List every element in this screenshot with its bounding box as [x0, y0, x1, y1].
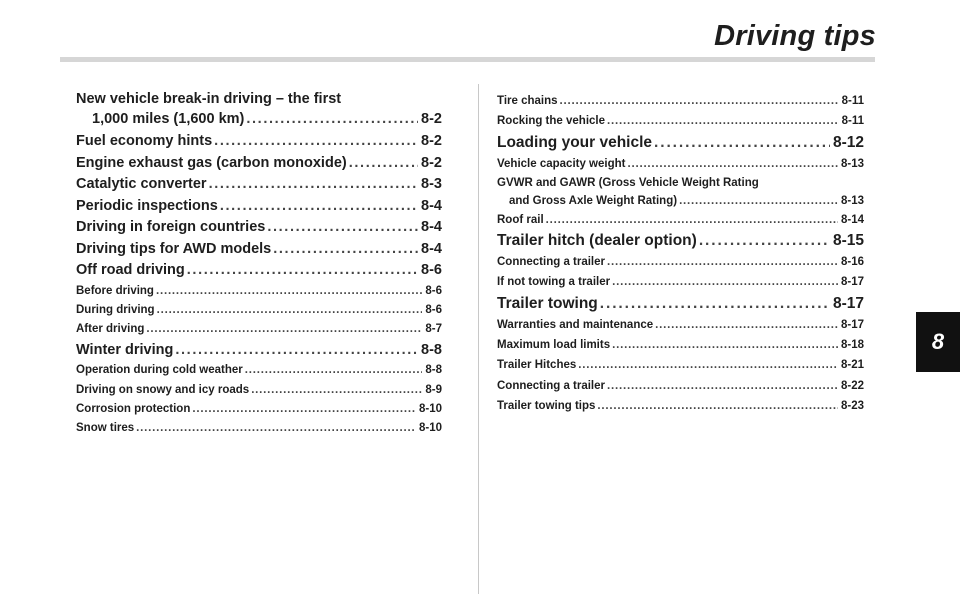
- dot-leader: [214, 131, 418, 153]
- toc-page-number: 8-6: [421, 262, 442, 278]
- toc-entry-label: Roof rail: [497, 213, 544, 226]
- toc-entry-label: Before driving: [76, 284, 154, 297]
- toc-page-number: 8-4: [421, 219, 442, 235]
- toc-entry-periodic[interactable]: [76, 196, 442, 218]
- toc-page-number: 8-23: [840, 399, 864, 412]
- toc-page-number: 8-15: [832, 232, 864, 250]
- dot-leader: [546, 210, 838, 230]
- toc-entry-label: Connecting a trailer: [497, 256, 605, 269]
- dot-leader: [600, 293, 830, 315]
- chapter-tab[interactable]: 8: [916, 312, 960, 372]
- toc-page-number: 8-13: [840, 157, 864, 170]
- toc-page-number: 8-3: [421, 176, 442, 192]
- dot-leader: [655, 315, 838, 335]
- dot-leader: [146, 320, 422, 339]
- dot-leader: [607, 252, 838, 272]
- toc-page-number: 8-6: [425, 284, 442, 297]
- toc-page-number: 8-13: [840, 194, 864, 207]
- dot-leader: [220, 196, 418, 218]
- toc-entry-label: Off road driving: [76, 262, 185, 278]
- toc-page-number: 8-8: [425, 364, 442, 377]
- toc-entry-label: Driving in foreign countries: [76, 219, 266, 235]
- toc-page-number: 8-11: [841, 95, 864, 107]
- toc-page-number: 8-12: [832, 133, 864, 151]
- toc-entry-cold[interactable]: [76, 361, 442, 380]
- dot-leader: [612, 335, 838, 355]
- toc-page-number: 8-2: [421, 111, 442, 127]
- toc-entry-capacity[interactable]: [497, 154, 864, 174]
- toc-entry-label: Corrosion protection: [76, 403, 191, 416]
- toc-entry-catalytic[interactable]: [76, 174, 442, 196]
- toc-entry-label: Maximum load limits: [497, 339, 611, 352]
- dot-leader: [267, 217, 418, 239]
- toc-entry-label: 1,000 miles (1,600 km): [92, 111, 245, 127]
- toc-entry-label: Winter driving: [76, 341, 174, 358]
- toc-entry-label: GVWR and GAWR (Gross Vehicle Weight Rating: [497, 176, 759, 189]
- toc-page-number: 8-2: [421, 154, 442, 171]
- dot-leader: [192, 400, 416, 419]
- dot-leader: [175, 340, 418, 362]
- toc-entry-towtips[interactable]: [497, 396, 864, 416]
- toc-entry-warranties[interactable]: [497, 315, 864, 335]
- column-divider: [478, 84, 479, 594]
- toc-entry-foreign[interactable]: [76, 217, 442, 239]
- toc-entry-before[interactable]: [76, 282, 442, 301]
- toc-entry-label: During driving: [76, 303, 155, 316]
- toc-entry-label: Driving on snowy and icy roads: [76, 383, 250, 396]
- toc-page-number: 8-21: [840, 359, 864, 372]
- toc-entry-corrosion[interactable]: [76, 400, 442, 419]
- toc-right-column: [497, 91, 864, 416]
- dot-leader: [157, 301, 423, 320]
- toc-entry-maxload[interactable]: [497, 335, 864, 355]
- toc-page-number: 8-7: [425, 323, 442, 336]
- toc-page-number: 8-10: [418, 403, 442, 416]
- dot-leader: [699, 230, 830, 252]
- toc-entry-label: Trailer towing: [497, 294, 598, 312]
- toc-entry-connecting-1[interactable]: [497, 252, 864, 272]
- header-rule: [60, 57, 875, 62]
- toc-page-number: 8-4: [421, 240, 442, 257]
- toc-page-number: 8-17: [840, 276, 864, 289]
- dot-leader: [187, 260, 418, 282]
- toc-page-number: 8-16: [840, 256, 864, 269]
- dot-leader: [560, 91, 839, 111]
- toc-entry-label: and Gross Axle Weight Rating): [509, 194, 678, 207]
- toc-page-number: 8-9: [425, 383, 442, 396]
- toc-entry-hitches[interactable]: [497, 355, 864, 375]
- toc-page-number: 8-8: [421, 341, 442, 358]
- dot-leader: [349, 153, 418, 175]
- dot-leader: [607, 376, 838, 396]
- toc-entry-label: Tire chains: [497, 95, 558, 107]
- toc-entry-label: Engine exhaust gas (carbon monoxide): [76, 154, 347, 171]
- toc-entry-label: Periodic inspections: [76, 197, 218, 214]
- page-title: Driving tips: [714, 20, 876, 52]
- dot-leader: [251, 381, 422, 400]
- toc-entry-rocking[interactable]: [497, 111, 864, 131]
- toc-page-number: 8-2: [421, 133, 442, 149]
- toc-entry-label: If not towing a trailer: [497, 276, 611, 289]
- toc-entry-label: Warranties and maintenance: [497, 318, 654, 331]
- toc-entry-label: Fuel economy hints: [76, 133, 213, 149]
- toc-entry-loading[interactable]: [497, 132, 864, 154]
- toc-entry-label: Snow tires: [76, 422, 135, 435]
- dot-leader: [578, 355, 838, 375]
- toc-page-number: 8-14: [840, 213, 864, 226]
- dot-leader: [627, 154, 837, 174]
- dot-leader: [209, 174, 418, 196]
- dot-leader: [679, 192, 838, 210]
- toc-entry-label: Trailer hitch (dealer option): [497, 232, 697, 250]
- toc-entry-label: Connecting a trailer: [497, 379, 605, 392]
- toc-entry-offroad[interactable]: [76, 260, 442, 282]
- toc-entry-label: Driving tips for AWD models: [76, 240, 272, 257]
- toc-entry-label: Loading your vehicle: [497, 133, 653, 151]
- dot-leader: [273, 239, 418, 261]
- toc-entry-chains[interactable]: [497, 91, 864, 111]
- toc-entry-label: After driving: [76, 323, 145, 336]
- toc-entry-fuel[interactable]: [76, 131, 442, 153]
- toc-page-number: 8-17: [832, 294, 864, 312]
- toc-entry-label: New vehicle break-in driving – the first: [76, 91, 342, 107]
- dot-leader: [612, 272, 838, 292]
- dot-leader: [246, 109, 418, 129]
- toc-page-number: 8-6: [425, 303, 442, 316]
- toc-entry-gvwr[interactable]: [497, 175, 864, 210]
- toc-page-number: 8-17: [840, 318, 864, 331]
- toc-entry-label: Catalytic converter: [76, 176, 207, 192]
- toc-page-number: 8-10: [418, 422, 442, 435]
- dot-leader: [597, 396, 838, 416]
- toc-page-number: 8-4: [421, 197, 442, 214]
- toc-page-number: 8-22: [840, 379, 864, 392]
- toc-entry-label: Vehicle capacity weight: [497, 157, 626, 170]
- toc-page-number: 8-18: [840, 339, 864, 352]
- toc-entry-hitch[interactable]: [497, 230, 864, 252]
- dot-leader: [136, 419, 416, 438]
- toc-entry-roofrail[interactable]: [497, 210, 864, 230]
- toc-entry-snowtires[interactable]: [76, 419, 442, 438]
- toc-entry-after[interactable]: [76, 320, 442, 339]
- toc-entry-break-in[interactable]: [76, 90, 442, 129]
- toc-entry-label: Trailer towing tips: [497, 399, 596, 412]
- toc-page-number: 8-11: [841, 115, 864, 128]
- dot-leader: [156, 282, 422, 301]
- toc-entry-awd[interactable]: [76, 239, 442, 261]
- toc-entry-towing[interactable]: [497, 293, 864, 315]
- dot-leader: [607, 111, 839, 131]
- toc-entry-connecting-2[interactable]: [497, 376, 864, 396]
- toc-entry-label: Rocking the vehicle: [497, 115, 606, 128]
- toc-entry-during[interactable]: [76, 301, 442, 320]
- toc-entry-exhaust[interactable]: [76, 153, 442, 175]
- toc-entry-notowing[interactable]: [497, 272, 864, 292]
- toc-entry-snowy[interactable]: [76, 381, 442, 400]
- toc-entry-label: Trailer Hitches: [497, 359, 577, 372]
- dot-leader: [245, 361, 423, 380]
- dot-leader: [654, 132, 830, 154]
- toc-entry-winter[interactable]: [76, 340, 442, 362]
- toc-left-column: [76, 90, 442, 439]
- toc-entry-label: Operation during cold weather: [76, 364, 243, 377]
